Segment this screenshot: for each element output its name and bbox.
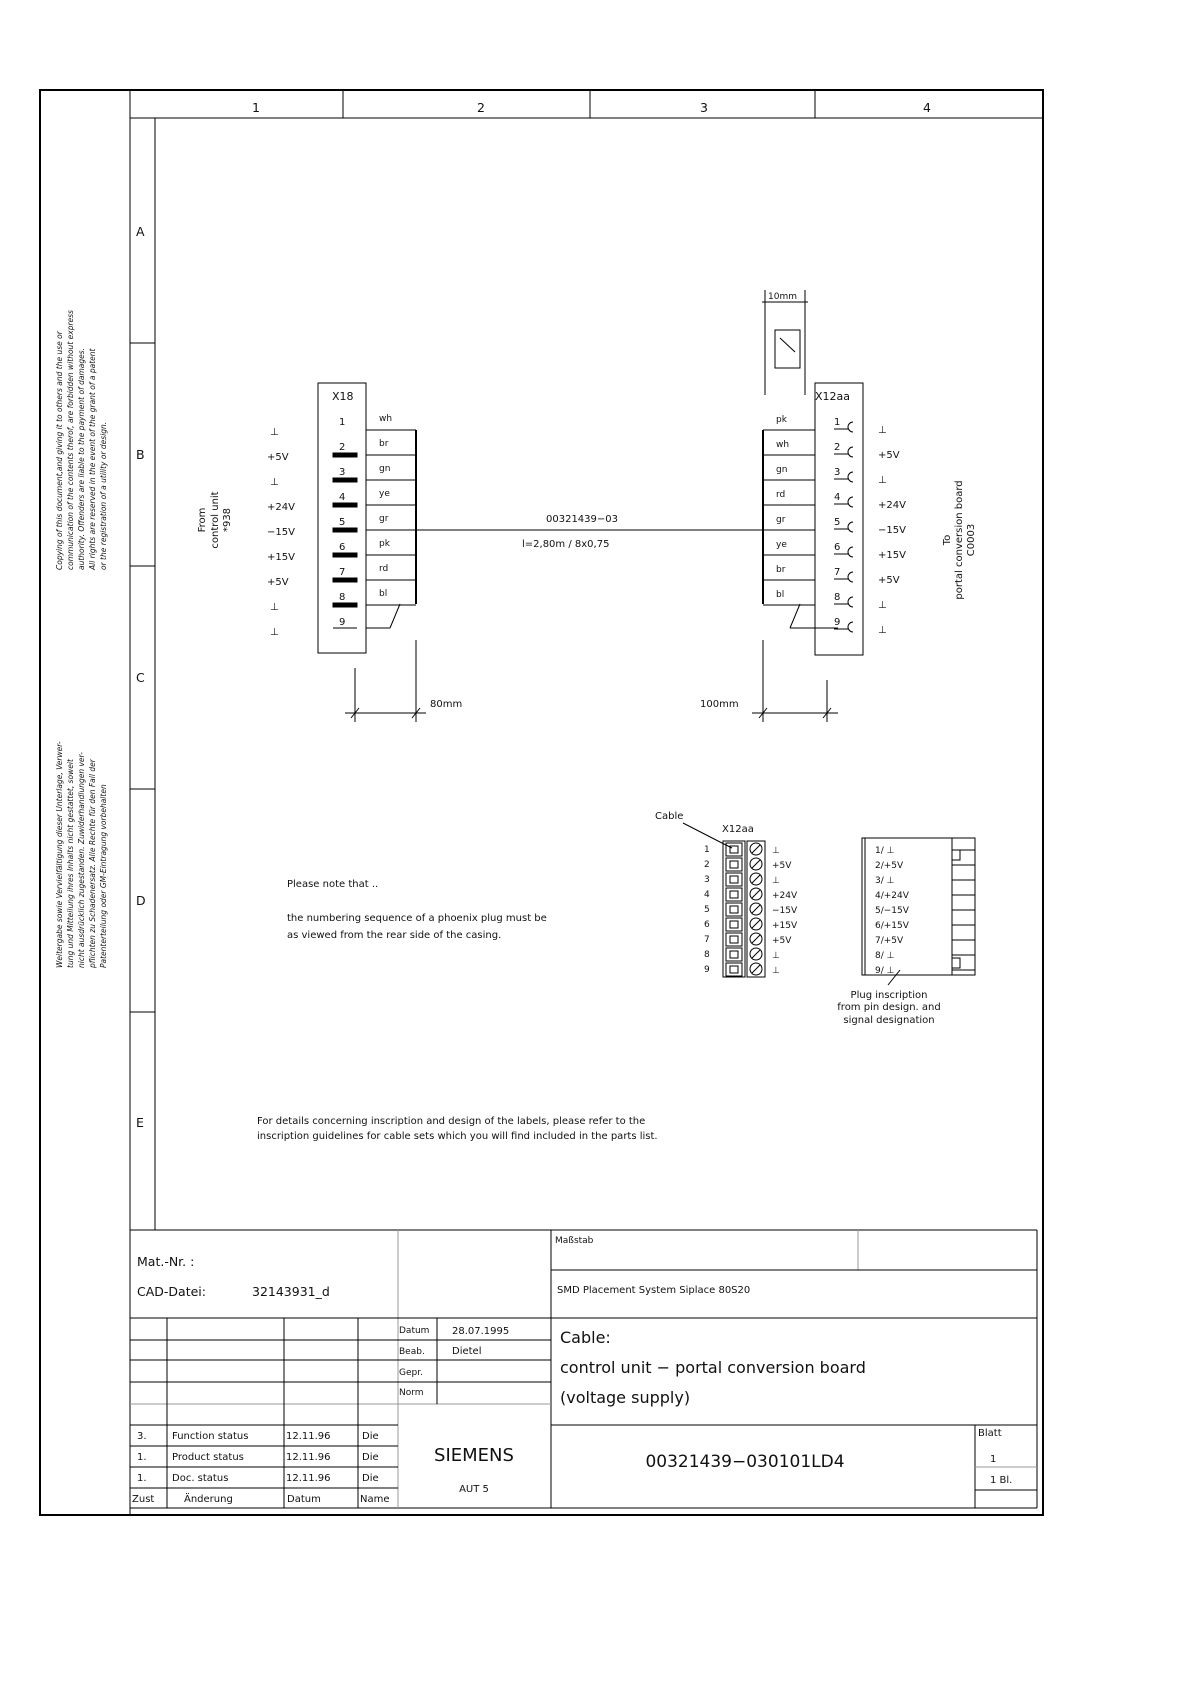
terminal-clamp-inner — [730, 861, 738, 868]
source-label-line: *938 — [222, 507, 233, 533]
beab-label: Beab. — [399, 1347, 425, 1357]
screw-slot — [752, 950, 760, 958]
dimension-left-label: 80mm — [430, 699, 463, 710]
column-label: 4 — [923, 100, 931, 115]
x12aa-pin-number: 7 — [834, 567, 841, 578]
copyright-note-line: authority. Offenders are liable to the payment of damages. — [77, 347, 86, 570]
revision-date: 12.11.96 — [286, 1431, 331, 1442]
copyright-note-line: Copying of this document,and giving it to others and the use or — [55, 331, 64, 570]
phoenix-label: X12aa — [722, 824, 754, 835]
x12aa-label: X12aa — [815, 390, 851, 403]
x18-pin-contact — [333, 578, 357, 582]
x12aa-pin-number: 2 — [834, 442, 841, 453]
x18-pin-contact — [333, 603, 357, 607]
details-note-line-2: inscription guidelines for cable sets which you will find included in the parts list. — [257, 1131, 658, 1142]
copyright-note-line: communication of the contents therof, are forbidden without express — [66, 310, 75, 570]
row-label: D — [136, 893, 146, 908]
norm-label: Norm — [399, 1388, 424, 1398]
x18-signal: +15V — [267, 552, 295, 563]
plug-inscription: 7/+5V — [875, 936, 904, 946]
drawing-number: 00321439−030101LD4 — [645, 1452, 845, 1472]
copyright-note-line: Weitergabe sowie Vervielfältigung dieser Unterlage, Verwer- — [55, 741, 64, 968]
column-label: 1 — [252, 100, 260, 115]
socket-icon — [848, 622, 853, 632]
plug-inscription: 3/ ⊥ — [875, 876, 895, 886]
title-line-1: Cable: — [560, 1328, 611, 1347]
row-label: E — [136, 1115, 144, 1130]
x18-pin-number: 3 — [339, 467, 346, 478]
dimension-80mm — [345, 640, 462, 722]
x18-wire-color: ye — [379, 489, 390, 499]
revision-date: 12.11.96 — [286, 1452, 331, 1463]
screw-slot — [752, 905, 760, 913]
rev-header-zust: Zust — [132, 1494, 155, 1505]
dimension-right-label: 100mm — [700, 699, 739, 710]
copyright-note-de — [55, 741, 108, 969]
x12aa-wire-color: pk — [776, 415, 787, 425]
x18-pin-number: 9 — [339, 617, 346, 628]
phoenix-plug-detail — [655, 811, 975, 1026]
x12aa-signal: ⊥ — [878, 600, 887, 611]
title-line-3: (voltage supply) — [560, 1388, 691, 1407]
terminal-clamp-icon — [726, 933, 742, 946]
dimension-top-label: 10mm — [768, 292, 797, 302]
phoenix-pin-number: 8 — [704, 950, 710, 960]
x12aa-signal: +24V — [878, 500, 906, 511]
terminal-clamp-icon — [726, 903, 742, 916]
x12aa-signal: ⊥ — [878, 475, 887, 486]
phoenix-signal: +24V — [772, 891, 798, 901]
cable-spec: l=2,80m / 8x0,75 — [522, 539, 610, 550]
datum-value: 28.07.1995 — [452, 1326, 510, 1337]
plug-inscription: 4/+24V — [875, 891, 909, 901]
x18-signal: −15V — [267, 527, 295, 538]
mat-nr-label: Mat.-Nr. : — [137, 1254, 195, 1269]
target-label — [942, 480, 977, 599]
target-label-line: To — [942, 534, 953, 546]
socket-icon — [848, 547, 853, 557]
x12aa-wire-color: rd — [776, 490, 786, 500]
x18-pin-number: 4 — [339, 492, 346, 503]
socket-icon — [848, 572, 853, 582]
terminal-clamp-icon — [726, 963, 742, 976]
cable-callout: Cable — [655, 811, 684, 822]
rev-header-change: Änderung — [184, 1494, 233, 1505]
x18-label: X18 — [332, 390, 354, 403]
x12aa-pin-number: 9 — [834, 617, 841, 628]
sheet-label: Blatt — [978, 1428, 1002, 1439]
x18-pin-contact — [333, 478, 357, 482]
sheet-number: 1 — [990, 1454, 997, 1465]
terminal-clamp-icon — [726, 948, 742, 961]
column-label: 2 — [477, 100, 485, 115]
x18-wire-color: gn — [379, 464, 391, 474]
plug-inscription: 9/ ⊥ — [875, 966, 895, 976]
plug-caption-line: from pin design. and — [837, 1002, 941, 1013]
copyright-note-line: Patenterteilung oder GM-Eintragung vorbehalten — [99, 784, 108, 968]
x18-signal: ⊥ — [270, 427, 279, 438]
phoenix-pin-number: 1 — [704, 845, 710, 855]
department: AUT 5 — [459, 1484, 489, 1495]
revision-status: 3. — [137, 1431, 147, 1442]
dimension-10mm — [762, 290, 808, 395]
dimension-100mm — [700, 640, 838, 722]
phoenix-pin-number: 2 — [704, 860, 710, 870]
x18-pin-number: 7 — [339, 567, 346, 578]
x12aa-wire-color: wh — [776, 440, 790, 450]
copyright-note-line: All rights are reserved in the event of the grant of a patent — [88, 348, 97, 570]
x12aa-wire-color: ye — [776, 540, 787, 550]
target-label-line: C0003 — [966, 523, 977, 557]
x12aa-wire-color: br — [776, 565, 786, 575]
copyright-note-line: pflichten zu Schadenersatz. Alle Rechte für den Fall der — [88, 759, 97, 968]
x12aa-signal: −15V — [878, 525, 906, 536]
socket-icon — [848, 597, 853, 607]
terminal-clamp-icon — [726, 843, 742, 856]
outer-border — [40, 90, 1043, 1515]
copyright-note-line: tung und Mitteilung ihres Inhalts nicht gestattet, soweit — [66, 759, 75, 968]
socket-icon — [848, 497, 853, 507]
details-note-line-1: For details concerning inscription and design of the labels, please refer to the — [257, 1116, 646, 1127]
phoenix-pin-number: 6 — [704, 920, 710, 930]
terminal-clamp-inner — [730, 876, 738, 883]
revision-name: Die — [362, 1431, 379, 1442]
row-label: A — [136, 224, 145, 239]
plug-inscription: 8/ ⊥ — [875, 951, 895, 961]
cable-part-number: 00321439−03 — [546, 514, 619, 525]
phoenix-signal: +5V — [772, 861, 792, 871]
terminal-clamp-icon — [726, 888, 742, 901]
system-name: SMD Placement System Siplace 80S20 — [557, 1285, 751, 1296]
x18-pin-number: 5 — [339, 517, 346, 528]
revision-date: 12.11.96 — [286, 1473, 331, 1484]
datum-label: Datum — [399, 1326, 430, 1336]
x12aa-signal: ⊥ — [878, 425, 887, 436]
phoenix-signal: ⊥ — [772, 876, 780, 886]
gepr-label: Gepr. — [399, 1368, 423, 1378]
x18-wire-color: pk — [379, 539, 390, 549]
column-dividers — [343, 90, 815, 118]
x12aa-wire-color: gn — [776, 465, 788, 475]
note-line-2: as viewed from the rear side of the casing. — [287, 930, 502, 941]
x12aa-signal: ⊥ — [878, 625, 887, 636]
x18-signal: ⊥ — [270, 602, 279, 613]
socket-icon — [848, 422, 853, 432]
x18-pin-number: 2 — [339, 442, 346, 453]
terminal-clamp-icon — [726, 858, 742, 871]
connector-x18 — [267, 383, 416, 653]
copyright-note-line: nicht ausdrücklich zugestanden. Zuwiderhandlungen ver- — [77, 752, 86, 968]
x18-pin-contact — [333, 528, 357, 532]
phoenix-signal: −15V — [772, 906, 798, 916]
x12aa-pin-number: 5 — [834, 517, 841, 528]
revision-name: Die — [362, 1473, 379, 1484]
terminal-clamp-inner — [730, 936, 738, 943]
x12aa-pin-number: 4 — [834, 492, 841, 503]
revision-change: Product status — [172, 1452, 244, 1463]
cad-file-value: 32143931_d — [252, 1284, 330, 1299]
plug-inscription: 6/+15V — [875, 921, 909, 931]
revision-change: Function status — [172, 1431, 249, 1442]
grid-labels — [136, 100, 931, 1130]
x18-wire-color: rd — [379, 564, 389, 574]
revision-status: 1. — [137, 1452, 147, 1463]
screw-slot — [752, 965, 760, 973]
x18-signal: +24V — [267, 502, 295, 513]
screw-slot — [752, 935, 760, 943]
x12aa-wire-color: gr — [776, 515, 786, 525]
note-line-1: the numbering sequence of a phoenix plug must be — [287, 913, 547, 924]
rev-header-name: Name — [360, 1494, 390, 1505]
copyright-note-line: or the registration of a utility or design. — [99, 421, 108, 570]
source-label — [197, 491, 233, 548]
column-label: 3 — [700, 100, 708, 115]
x18-wire-color: br — [379, 439, 389, 449]
socket-icon — [848, 522, 853, 532]
x12aa-pin-number: 3 — [834, 467, 841, 478]
screw-slot — [752, 890, 760, 898]
row-label: C — [136, 670, 145, 685]
x18-wire-color: wh — [379, 414, 393, 424]
phoenix-signal: ⊥ — [772, 951, 780, 961]
x18-signal: ⊥ — [270, 477, 279, 488]
socket-icon — [848, 472, 853, 482]
x18-pin-number: 1 — [339, 417, 346, 428]
plug-inscription: 5/−15V — [875, 906, 909, 916]
screw-slot — [752, 845, 760, 853]
phoenix-signal: +15V — [772, 921, 798, 931]
row-label: B — [136, 447, 145, 462]
source-label-line: From — [197, 507, 208, 533]
phoenix-signal: ⊥ — [772, 846, 780, 856]
phoenix-pin-number: 3 — [704, 875, 710, 885]
plug-caption-line: signal designation — [843, 1015, 935, 1026]
x18-pin-contact — [333, 503, 357, 507]
title-line-2: control unit − portal conversion board — [560, 1358, 866, 1377]
beab-value: Dietel — [452, 1346, 482, 1357]
cad-file-label: CAD-Datei: — [137, 1284, 206, 1299]
phoenix-pin-number: 7 — [704, 935, 710, 945]
x18-pin-number: 8 — [339, 592, 346, 603]
revision-status: 1. — [137, 1473, 147, 1484]
x12aa-signal: +15V — [878, 550, 906, 561]
x18-signal: ⊥ — [270, 627, 279, 638]
terminal-clamp-icon — [726, 918, 742, 931]
plug-inscription: 1/ ⊥ — [875, 846, 895, 856]
target-label-line: portal conversion board — [954, 480, 965, 600]
terminal-clamp-icon — [726, 873, 742, 886]
x18-wire-color: gr — [379, 514, 389, 524]
company-logo: SIEMENS — [434, 1445, 514, 1466]
x12aa-signal: +5V — [878, 450, 900, 461]
screw-slot — [752, 920, 760, 928]
x18-wire-color: bl — [379, 589, 388, 599]
x12aa-signal: +5V — [878, 575, 900, 586]
terminal-clamp-inner — [730, 951, 738, 958]
x18-pin-contact — [333, 453, 357, 457]
phoenix-signal: +5V — [772, 936, 792, 946]
terminal-clamp-inner — [730, 891, 738, 898]
x18-pin-number: 6 — [339, 542, 346, 553]
x12aa-pin-number: 1 — [834, 417, 841, 428]
plug-inscription: 2/+5V — [875, 861, 904, 871]
note-title: Please note that .. — [287, 879, 379, 890]
phoenix-pin-number: 5 — [704, 905, 710, 915]
source-label-line: control unit — [210, 491, 221, 549]
connector-x12aa — [763, 383, 906, 655]
x18-pin-contact — [333, 553, 357, 557]
scale-label: Maßstab — [555, 1236, 594, 1246]
x18-signal: +5V — [267, 452, 289, 463]
x12aa-pin-number: 6 — [834, 542, 841, 553]
sheet-count: 1 Bl. — [990, 1475, 1013, 1486]
x12aa-wire-color: bl — [776, 590, 785, 600]
x12aa-pin-number: 8 — [834, 592, 841, 603]
screw-slot — [752, 875, 760, 883]
phoenix-pin-number: 4 — [704, 890, 710, 900]
plug-caption-line: Plug inscription — [850, 990, 928, 1001]
rev-header-date: Datum — [287, 1494, 321, 1505]
title-block — [130, 1230, 1037, 1508]
revision-change: Doc. status — [172, 1473, 229, 1484]
phoenix-pin-number: 9 — [704, 965, 710, 975]
screw-slot — [752, 860, 760, 868]
terminal-clamp-inner — [730, 906, 738, 913]
terminal-clamp-inner — [730, 966, 738, 973]
x18-signal: +5V — [267, 577, 289, 588]
terminal-clamp-inner — [730, 921, 738, 928]
copyright-note-en — [55, 310, 108, 571]
socket-icon — [848, 447, 853, 457]
revision-name: Die — [362, 1452, 379, 1463]
phoenix-signal: ⊥ — [772, 966, 780, 976]
